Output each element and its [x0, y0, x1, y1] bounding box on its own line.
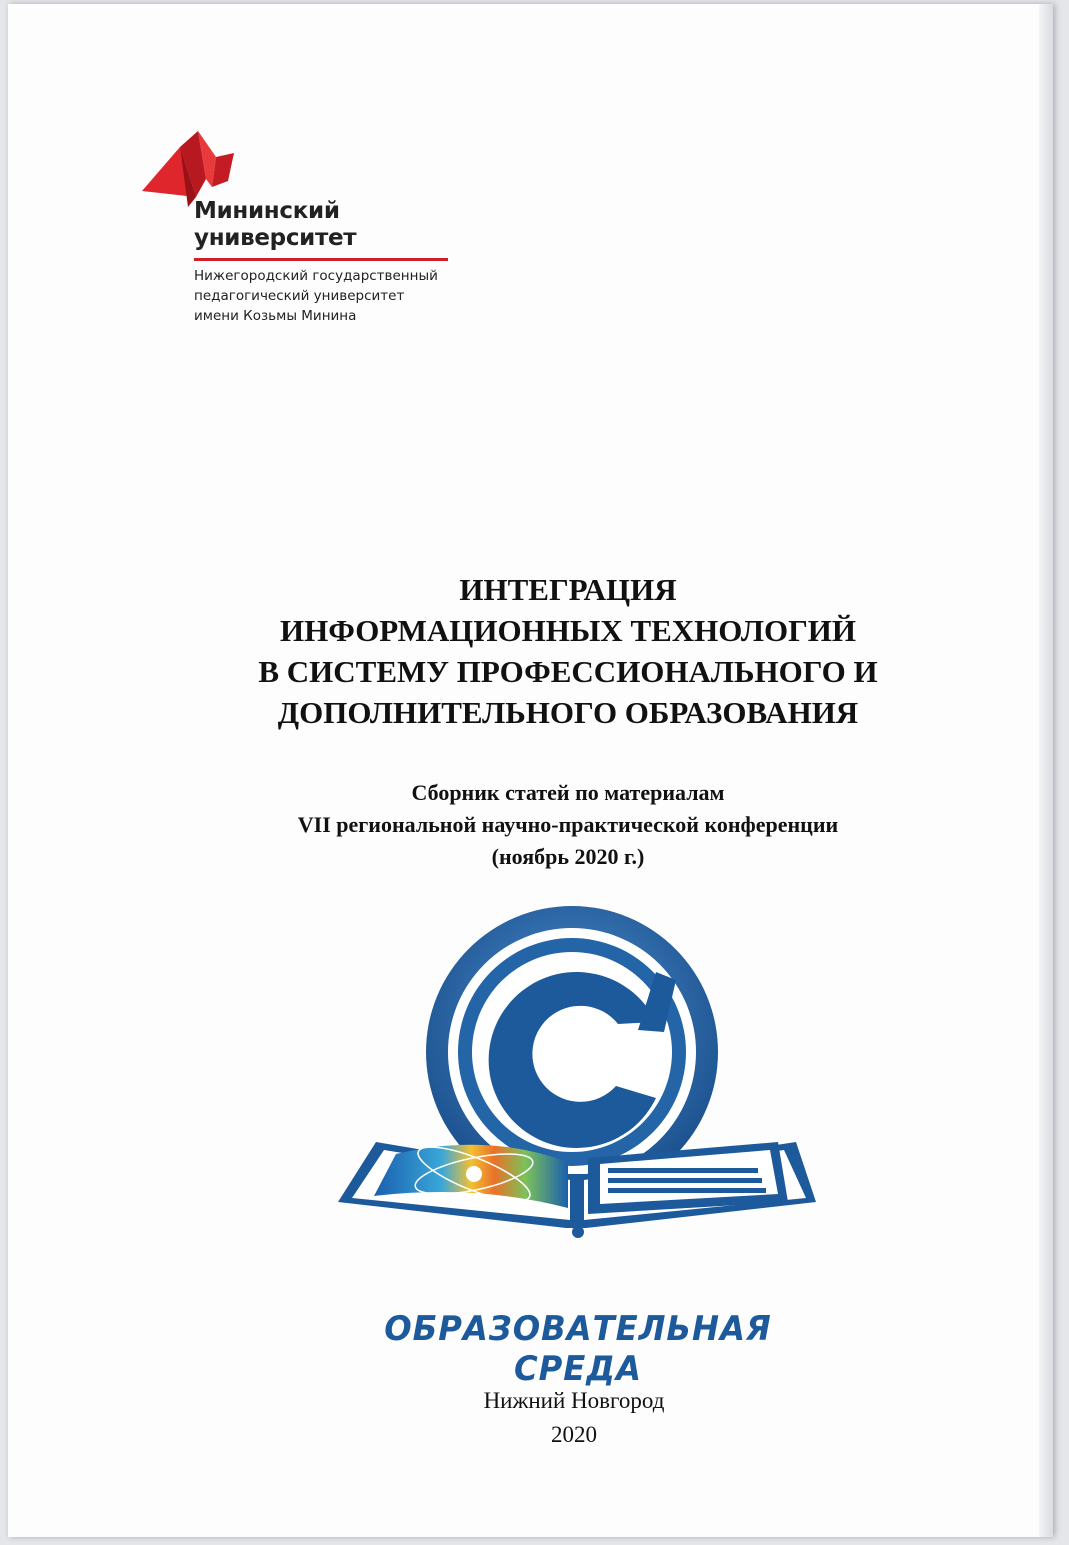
logo-divider — [194, 258, 448, 261]
title-line1: ИНТЕГРАЦИЯ — [459, 572, 677, 607]
university-name-line1: Мининский — [194, 198, 340, 224]
educational-environment-emblem-icon — [326, 902, 826, 1262]
university-sub-line3: имени Козьмы Минина — [194, 308, 357, 324]
emblem-caption: ОБРАЗОВАТЕЛЬНАЯ СРЕДА — [384, 1309, 772, 1389]
title-line4: ДОПОЛНИТЕЛЬНОГО ОБРАЗОВАНИЯ — [277, 695, 859, 730]
university-sub-line1: Нижегородский государственный — [194, 268, 438, 284]
subtitle-line3: (ноябрь 2020 г.) — [491, 844, 645, 869]
imprint-year: 2020 — [551, 1422, 597, 1447]
subtitle-line1: Сборник статей по материалам — [411, 780, 725, 805]
title-line2: ИНФОРМАЦИОННЫХ ТЕХНОЛОГИЙ — [279, 613, 857, 648]
university-name-line2: университет — [194, 225, 357, 251]
document-subtitle — [68, 777, 1068, 873]
subtitle-line2: VII региональной научно-практической конференции — [297, 812, 839, 837]
title-line3: В СИСТЕМУ ПРОФЕССИОНАЛЬНОГО И — [258, 654, 878, 689]
university-name — [194, 198, 356, 252]
page-edge — [1039, 4, 1053, 1537]
university-full-name — [194, 266, 438, 326]
imprint — [324, 1384, 824, 1452]
document-title — [68, 569, 1068, 733]
university-sub-line2: педагогический университет — [194, 288, 405, 304]
imprint-city: Нижний Новгород — [483, 1388, 665, 1413]
cover-page — [8, 4, 1053, 1537]
